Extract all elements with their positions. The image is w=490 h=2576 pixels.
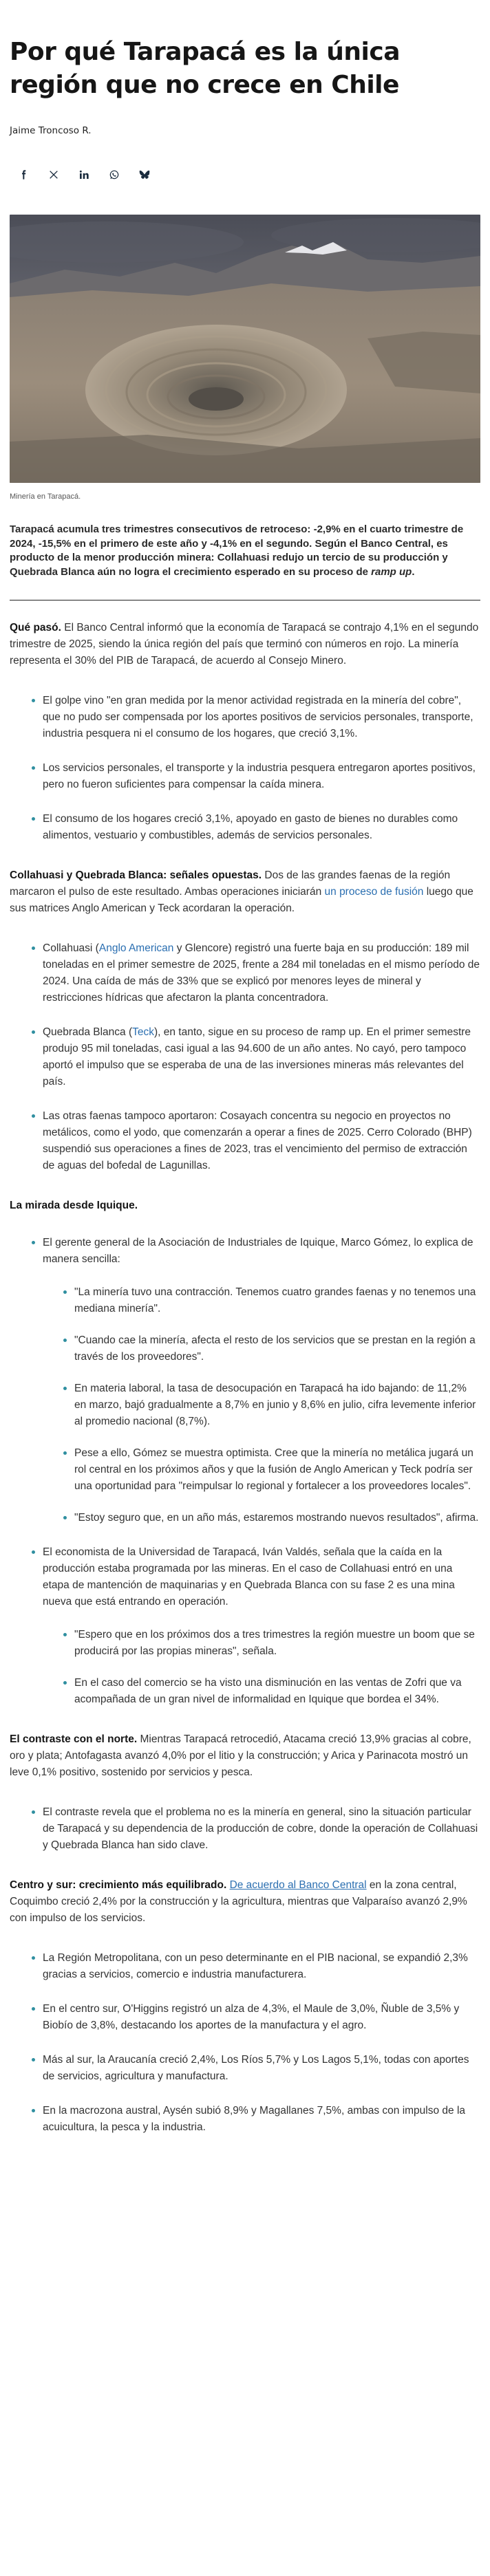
banco-central-link[interactable]: De acuerdo al Banco Central bbox=[229, 1879, 367, 1891]
list-item: La Región Metropolitana, con un peso determinante en el PIB nacional, se expandió 2,3% gracias a servicios, comercio e industria manufacturera. bbox=[32, 1950, 480, 1983]
facebook-icon[interactable] bbox=[17, 168, 30, 182]
image-caption: Minería en Tarapacá. bbox=[10, 493, 81, 501]
section-title-iquique: La mirada desde Iquique. bbox=[10, 1200, 138, 1211]
sub-list-item: Pese a ello, Gómez se muestra optimista. Cree que la minería no metálica jugará un rol central en los próximos años y que la fusión de Anglo American y Teck podría ser una oportunidad para "reimpulsar lo regional y fortalecer a los proveedores locales". bbox=[63, 1445, 480, 1495]
list-text: El economista de la Universidad de Tarapacá, Iván Valdés, señala que la caída en la producción estaba programada por las mineras. En el caso de Collahuasi entró en una etapa de mantención de maquinarias y en Quebrada Blanca con su fase 2 es una mina nueva que está entrando en operación. bbox=[43, 1546, 455, 1608]
bullet-list bbox=[10, 940, 480, 1174]
sub-list-item: "La minería tuvo una contracción. Tenemos cuatro grandes faenas y no tenemos una mediana minería". bbox=[63, 1284, 480, 1317]
lead-emphasis: ramp up bbox=[371, 565, 412, 578]
section-text-2: luego que sus matrices Anglo American y Teck acordaran la operación. bbox=[10, 886, 473, 914]
section-collahuasi bbox=[10, 867, 480, 917]
list-item bbox=[32, 1544, 480, 1708]
section-text: Mientras Tarapacá retrocedió, Atacama creció 13,9% gracias al cobre, oro y plata; Antofagasta avanzó 4,0% por el litio y la construcción; y Arica y Parinacota mostró un leve 0,1% positivo, sostenido por servicios y pesca. bbox=[10, 1733, 471, 1778]
lead-text: Tarapacá acumula tres trimestres consecutivos de retroceso: -2,9% en el cuarto trimestre de 2024, -15,5% en el primero de este año y -4,1% en el segundo. Según el Banco Central, es producto de la menor producción minera: Collahuasi redujo un tercio de su producción y Quebrada Blanca aún no logra el crecimiento esperado en su proceso de bbox=[10, 523, 464, 578]
sub-bullet-list bbox=[43, 1284, 480, 1526]
anglo-american-link[interactable]: Anglo American bbox=[98, 942, 174, 954]
whatsapp-icon[interactable] bbox=[107, 168, 121, 182]
hero-image-mine bbox=[10, 215, 480, 483]
article-lead bbox=[10, 523, 480, 600]
sub-list-item: "Estoy seguro que, en un año más, estaremos mostrando nuevos resultados", afirma. bbox=[63, 1510, 480, 1526]
article-title: Por qué Tarapacá es la única región que no crece en Chile bbox=[10, 38, 401, 99]
list-text: Quebrada Blanca ( bbox=[43, 1026, 133, 1038]
list-item bbox=[32, 1024, 480, 1090]
list-item: Las otras faenas tampoco aportaron: Cosayach concentra su negocio en proyectos no metálicos, como el yodo, que comenzarán a operar a fines de 2025. Cerro Colorado (BHP) suspendió sus operaciones a fines de 2023, tras el vencimiento del permiso de extracción de aguas del bofedal de Lagunillas. bbox=[32, 1108, 480, 1174]
sub-list-item: En materia laboral, la tasa de desocupación en Tarapacá ha ido bajando: de 11,2% en marzo, bajó gradualmente a 8,7% en junio y 8,6% en julio, cifra levemente inferior al promedio nacional (8,7%). bbox=[63, 1381, 480, 1430]
share-bar bbox=[10, 168, 480, 182]
list-item bbox=[32, 1235, 480, 1526]
section-contraste-norte bbox=[10, 1731, 480, 1781]
list-text: ), en tanto, sigue en su proceso de ramp up. En el primer semestre produjo 95 mil toneladas, casi igual a las 94.600 de un año antes. No cayó, pero tampoco aportó el impulso que se esperaba de una de las inversiones mineras más relevantes del país. bbox=[43, 1026, 471, 1087]
linkedin-icon[interactable] bbox=[77, 168, 91, 182]
bullet-list bbox=[10, 1235, 480, 1708]
bullet-list bbox=[10, 1950, 480, 2136]
list-item: En la macrozona austral, Aysén subió 8,9% y Magallanes 7,5%, ambas con impulso de la acuicultura, la pesca y la industria. bbox=[32, 2103, 480, 2136]
section-title: El contraste con el norte. bbox=[10, 1733, 138, 1745]
fusion-link[interactable]: un proceso de fusión bbox=[324, 886, 424, 898]
list-text: y Glencore) registró una fuerte baja en su producción: 189 mil toneladas en el primer semestre de 2025, frente a 284 mil toneladas en el mismo período de 2024. Una caída de más de 33% que se explicó por menores leyes de mineral y restricciones hídricas que afectaron la planta concentradora. bbox=[43, 942, 480, 1004]
list-item: El contraste revela que el problema no es la minería en general, sino la situación particular de Tarapacá y su dependencia de la producción de cobre, donde la operación de Collahuasi y Quebrada Blanca han sido clave. bbox=[32, 1804, 480, 1854]
sub-list-item: En el caso del comercio se ha visto una disminución en las ventas de Zofri que va acompañada de un gran nivel de informalidad en Iquique que bordea el 34%. bbox=[63, 1675, 480, 1708]
sub-list-item: "Espero que en los próximos dos a tres trimestres la región muestre un boom que se producirá por las propias mineras", señala. bbox=[63, 1627, 480, 1660]
lead-end: . bbox=[412, 565, 415, 578]
section-title: Centro y sur: crecimiento más equilibrado. bbox=[10, 1879, 227, 1891]
sub-list-item: "Cuando cae la minería, afecta el resto de los servicios que se prestan en la región a través de los proveedores". bbox=[63, 1332, 480, 1365]
list-text: Collahuasi ( bbox=[43, 942, 99, 954]
section-que-paso bbox=[10, 620, 480, 669]
section-title: Collahuasi y Quebrada Blanca: señales opuestas. bbox=[10, 869, 262, 881]
author-name[interactable]: Jaime Troncoso R. bbox=[10, 125, 92, 136]
section-title: Qué pasó. bbox=[10, 622, 61, 634]
section-text: en la zona central, Coquimbo creció 2,4% por la construcción y la agricultura, mientras que Valparaíso avanzó 2,9% con impulso de los servicios. bbox=[10, 1879, 467, 1924]
bullet-list bbox=[10, 693, 480, 844]
teck-link[interactable]: Teck bbox=[132, 1026, 154, 1038]
list-item: El consumo de los hogares creció 3,1%, apoyado en gasto de bienes no durables como alimentos, vestuario y combustibles, además de servicios personales. bbox=[32, 811, 480, 844]
sub-bullet-list bbox=[43, 1627, 480, 1708]
list-item: Los servicios personales, el transporte y la industria pesquera entregaron aportes positivos, pero no fueron suficientes para compensar la caída minera. bbox=[32, 760, 480, 793]
list-item: El golpe vino "en gran medida por la menor actividad registrada en la minería del cobre", que no pudo ser compensada por los aportes positivos de servicios personales, transporte, industria pesquera ni el consumo de los hogares, que creció 3,1%. bbox=[32, 693, 480, 742]
list-item: Más al sur, la Araucanía creció 2,4%, Los Ríos 5,7% y Los Lagos 5,1%, todas con aportes de servicios, agricultura y manufactura. bbox=[32, 2052, 480, 2085]
section-text: Dos de las grandes faenas de la región marcaron el pulso de este resultado. Ambas operaciones iniciarán bbox=[10, 869, 451, 898]
list-item: En el centro sur, O'Higgins registró un alza de 4,3%, el Maule de 3,0%, Ñuble de 3,5% y Biobío de 3,8%, destacando los aportes de la manufactura y el agro. bbox=[32, 2001, 480, 2034]
bluesky-icon[interactable] bbox=[138, 168, 151, 182]
x-icon[interactable] bbox=[47, 168, 61, 182]
section-centro-sur bbox=[10, 1877, 480, 1927]
bullet-list bbox=[10, 1804, 480, 1854]
list-item bbox=[32, 940, 480, 1006]
list-text: El gerente general de la Asociación de Industriales de Iquique, Marco Gómez, lo explica de manera sencilla: bbox=[43, 1237, 473, 1265]
section-text: El Banco Central informó que la economía de Tarapacá se contrajo 4,1% en el segundo trimestre de 2025, siendo la única región del país que terminó con números en rojo. La minería representa el 30% del PIB de Tarapacá, de acuerdo al Consejo Minero. bbox=[10, 622, 479, 667]
